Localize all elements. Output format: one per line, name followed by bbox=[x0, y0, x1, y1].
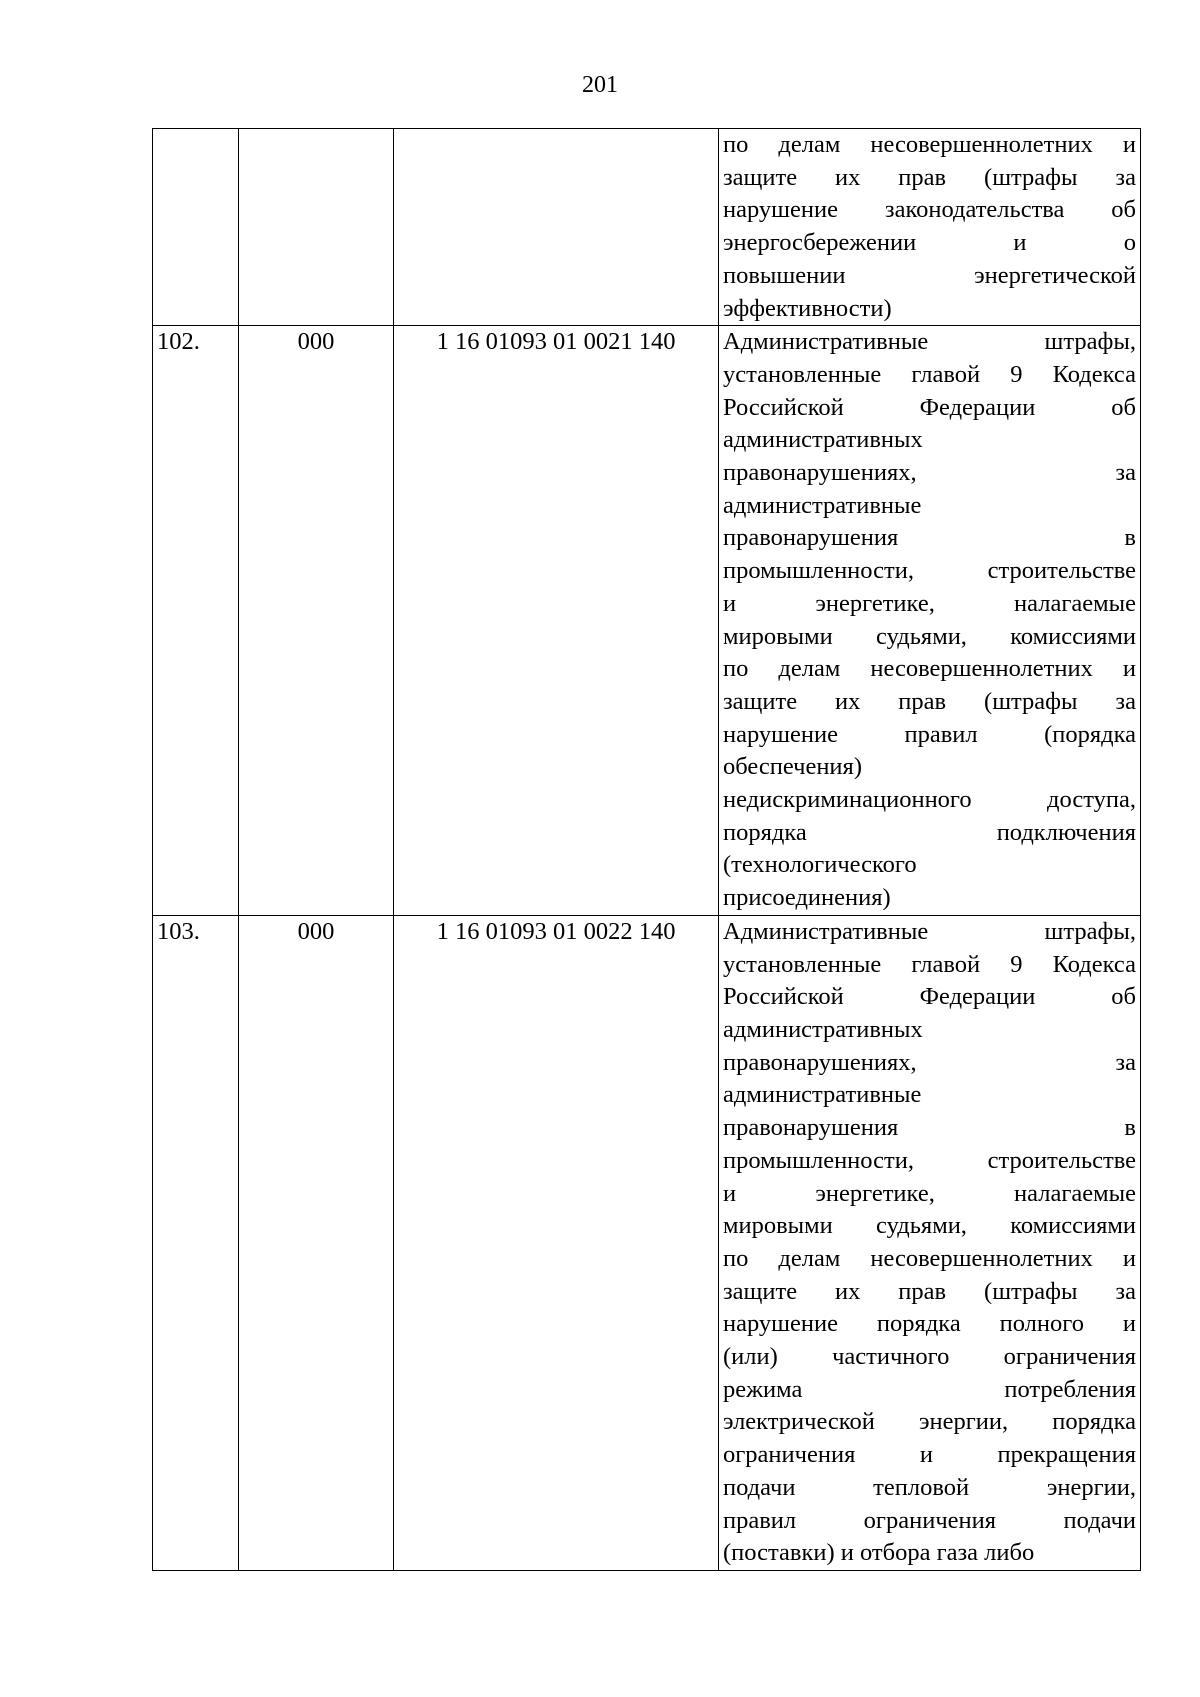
row-number-cell bbox=[153, 129, 239, 326]
description-line: недискриминационного доступа, bbox=[723, 786, 1136, 814]
description-line: и энергетике, налагаемые bbox=[723, 589, 1136, 617]
description-line: подачи тепловой энергии, bbox=[723, 1473, 1136, 1501]
kbk-code-cell: 1 16 01093 01 0021 140 bbox=[394, 326, 719, 916]
description-line: по делам несовершеннолетних и bbox=[723, 655, 1136, 683]
description-line: (технологического bbox=[723, 851, 917, 879]
table-row bbox=[153, 326, 1141, 916]
description-line: промышленности, строительстве bbox=[723, 557, 1136, 585]
description-line: защите их прав (штрафы за bbox=[723, 163, 1136, 191]
row-number-cell: 103. bbox=[153, 915, 239, 1570]
table-row bbox=[153, 915, 1141, 1570]
description-line: правонарушениях, за bbox=[723, 459, 1136, 487]
description-line: электрической энергии, порядка bbox=[723, 1408, 1136, 1436]
description-line: защите их прав (штрафы за bbox=[723, 1277, 1136, 1305]
kbk-code-cell bbox=[394, 129, 719, 326]
description-line: и энергетике, налагаемые bbox=[723, 1179, 1136, 1207]
description-line: режима потребления bbox=[723, 1375, 1136, 1403]
description-line: административных bbox=[723, 1015, 923, 1043]
table-body bbox=[153, 129, 1141, 1571]
kbk-code-cell: 1 16 01093 01 0022 140 bbox=[394, 915, 719, 1570]
admin-code-cell: 000 bbox=[239, 326, 394, 916]
description-cell bbox=[719, 326, 1141, 916]
description-line: установленные главой 9 Кодекса bbox=[723, 360, 1136, 388]
description-cell bbox=[719, 915, 1141, 1570]
description-line: нарушение порядка полного и bbox=[723, 1310, 1136, 1338]
description-line: обеспечения) bbox=[723, 753, 862, 781]
description-line: правонарушения в bbox=[723, 524, 1136, 552]
budget-codes-table bbox=[152, 128, 1141, 1571]
description-cell bbox=[719, 129, 1141, 326]
description-line: порядка подключения bbox=[723, 818, 1136, 846]
description-line: повышении энергетической bbox=[723, 261, 1136, 289]
description-line: мировыми судьями, комиссиями bbox=[723, 622, 1136, 650]
description-line: правонарушениях, за bbox=[723, 1048, 1136, 1076]
description-line: Административные штрафы, bbox=[723, 917, 1136, 945]
description-line: эффективности) bbox=[723, 294, 892, 322]
description-line: Российской Федерации об bbox=[723, 983, 1136, 1011]
description-line: по делам несовершеннолетних и bbox=[723, 1244, 1136, 1272]
description-line: правонарушения в bbox=[723, 1114, 1136, 1142]
description-line: мировыми судьями, комиссиями bbox=[723, 1212, 1136, 1240]
description-line: Российской Федерации об bbox=[723, 393, 1136, 421]
description-line: установленные главой 9 Кодекса bbox=[723, 950, 1136, 978]
description-line: энергосбережении и о bbox=[723, 229, 1136, 257]
row-number-cell: 102. bbox=[153, 326, 239, 916]
description-line: защите их прав (штрафы за bbox=[723, 687, 1136, 715]
description-line: административных bbox=[723, 426, 923, 454]
description-line: административные bbox=[723, 491, 922, 519]
description-line: промышленности, строительстве bbox=[723, 1146, 1136, 1174]
description-line: Административные штрафы, bbox=[723, 328, 1136, 356]
page-number: 201 bbox=[582, 72, 618, 98]
description-line: (поставки) и отбора газа либо bbox=[723, 1539, 1035, 1567]
description-line: (или) частичного ограничения bbox=[723, 1343, 1136, 1371]
description-line: правил ограничения подачи bbox=[723, 1506, 1136, 1534]
description-line: нарушение правил (порядка bbox=[723, 720, 1136, 748]
description-line: нарушение законодательства об bbox=[723, 196, 1136, 224]
admin-code-cell bbox=[239, 129, 394, 326]
description-line: ограничения и прекращения bbox=[723, 1441, 1136, 1469]
table-row bbox=[153, 129, 1141, 326]
description-line: административные bbox=[723, 1081, 922, 1109]
description-line: присоединения) bbox=[723, 884, 891, 912]
admin-code-cell: 000 bbox=[239, 915, 394, 1570]
description-line: по делам несовершеннолетних и bbox=[723, 131, 1136, 158]
